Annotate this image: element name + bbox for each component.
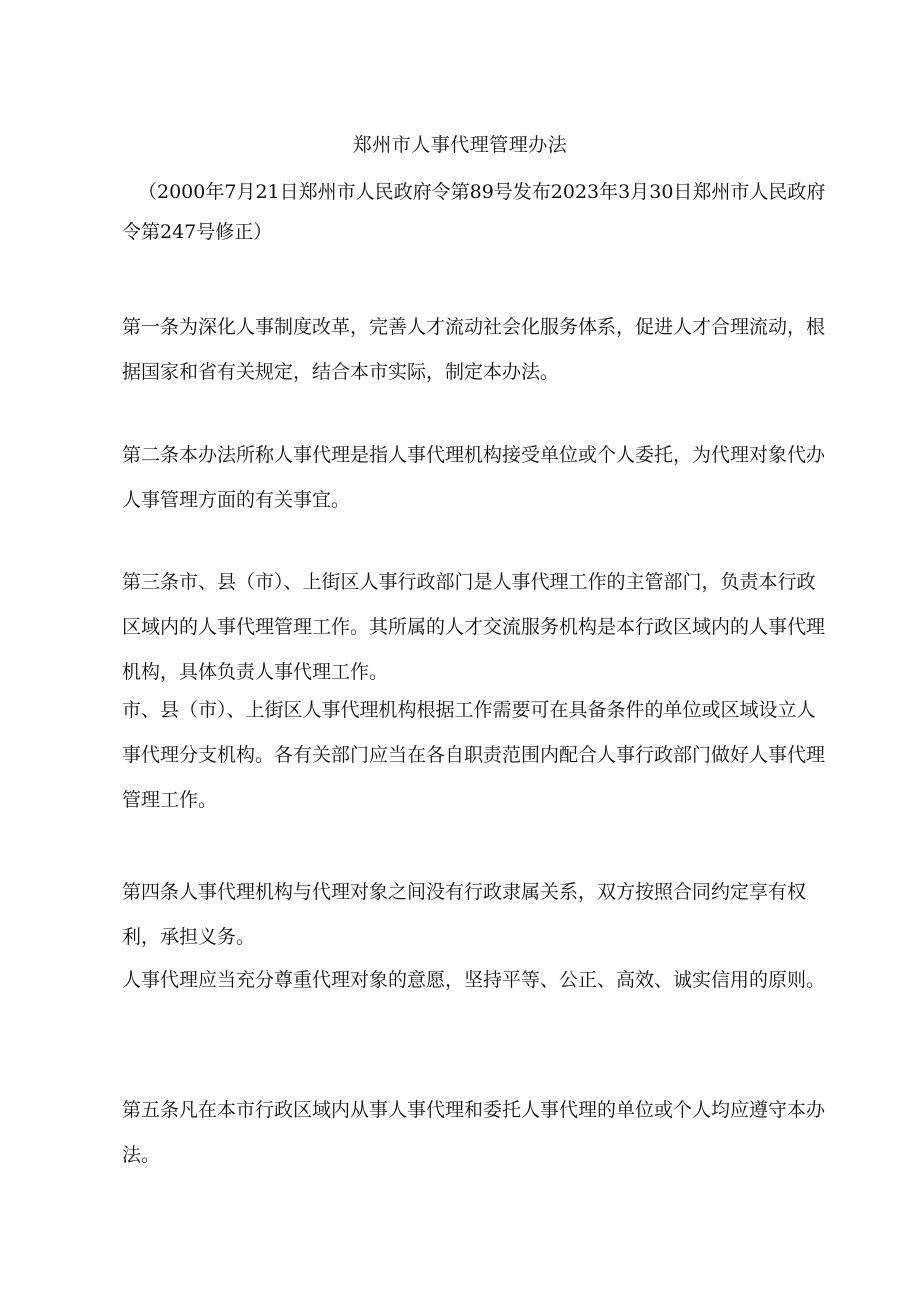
article-4-paragraph-2: 人事代理应当充分尊重代理对象的意愿，坚持平等、公正、高效、诚实信用的原则。 xyxy=(122,969,826,991)
article-5: 第五条凡在本市行政区域内从事人事代理和委托人事代理的单位或个人均应遵守本办法。 xyxy=(122,1099,826,1166)
article-3: 第三条市、县（市）、上街区人事行政部门是人事代理工作的主管部门，负责本行政区域内的人事代理管理工作。其所属的人才交流服务机构是本行政区域内的人事代理机构，具体负责人事代理工作。 xyxy=(122,571,826,683)
article-2: 第二条本办法所称人事代理是指人事代理机构接受单位或个人委托，为代理对象代办人事管理方面的有关事宜。 xyxy=(122,444,826,511)
article-3-paragraph-2: 市、县（市）、上街区人事代理机构根据工作需要可在具备条件的单位或区域设立人事代理分支机构。各有关部门应当在各自职责范围内配合人事行政部门做好人事代理管理工作。 xyxy=(122,699,826,811)
article-4: 第四条人事代理机构与代理对象之间没有行政隶属关系，双方按照合同约定享有权利，承担义务。 xyxy=(122,881,807,948)
document-title: 郑州市人事代理管理办法 xyxy=(352,134,568,156)
article-1: 第一条为深化人事制度改革，完善人才流动社会化服务体系，促进人才合理流动，根据国家和省有关规定，结合本市实际，制定本办法。 xyxy=(122,316,826,383)
document-subtitle: （2000年7月21日郑州市人民政府令第89号发布2023年3月30日郑州市人民政府令第247号修正） xyxy=(122,181,826,243)
